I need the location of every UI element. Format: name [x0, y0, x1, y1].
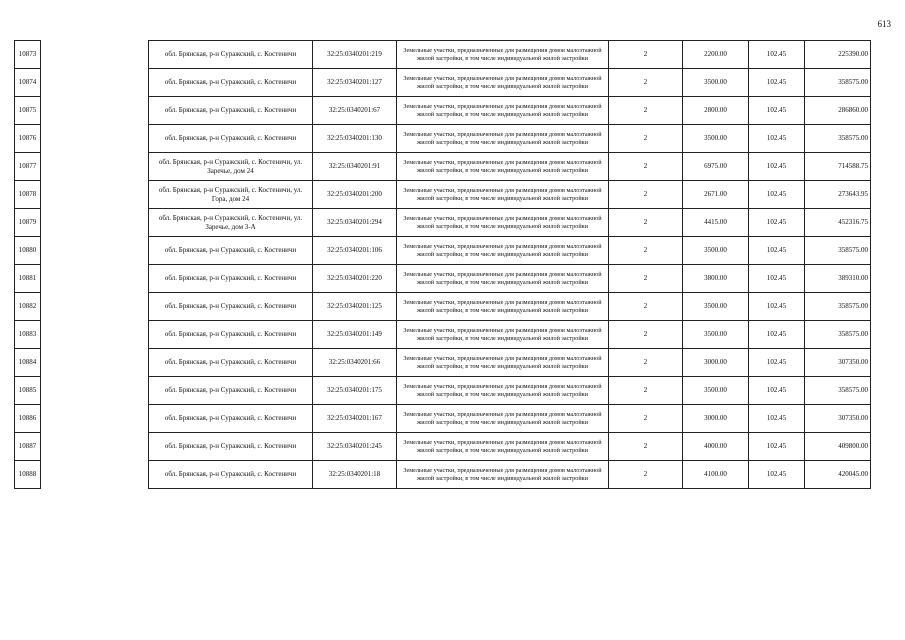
area-cell: 3000.00 — [683, 405, 749, 433]
land-use-cell: Земельные участки, предназначенные для размещения домов малоэтажной жилой застройки, в том числе индивидуальной жилой застройки — [397, 41, 609, 69]
category-cell: 2 — [609, 461, 683, 489]
category-cell: 2 — [609, 209, 683, 237]
address-cell: обл. Брянская, р-н Суражский, с. Костеничи — [149, 41, 313, 69]
cadastral-number-cell: 32:25:0340201:245 — [313, 433, 397, 461]
cadastral-number-cell: 32:25:0340201:18 — [313, 461, 397, 489]
category-cell: 2 — [609, 125, 683, 153]
area-cell: 3500.00 — [683, 237, 749, 265]
cadastral-value-table — [14, 40, 871, 489]
cadastral-value-cell: 358575.00 — [805, 69, 871, 97]
cadastral-number-cell: 32:25:0340201:130 — [313, 125, 397, 153]
address-cell: обл. Брянская, р-н Суражский, с. Костеничи — [149, 237, 313, 265]
blank-gap — [41, 69, 149, 97]
land-use-cell: Земельные участки, предназначенные для размещения домов малоэтажной жилой застройки, в том числе индивидуальной жилой застройки — [397, 433, 609, 461]
rate-cell: 102.45 — [749, 97, 805, 125]
cadastral-number-cell: 32:25:0340201:294 — [313, 209, 397, 237]
blank-gap — [41, 433, 149, 461]
cadastral-value-cell: 307350.00 — [805, 349, 871, 377]
row-number: 10882 — [15, 293, 41, 321]
blank-gap — [41, 41, 149, 69]
land-use-cell: Земельные участки, предназначенные для размещения домов малоэтажной жилой застройки, в том числе индивидуальной жилой застройки — [397, 125, 609, 153]
cadastral-number-cell: 32:25:0340201:125 — [313, 293, 397, 321]
cadastral-value-cell: 420045.00 — [805, 461, 871, 489]
cadastral-value-cell: 225390.00 — [805, 41, 871, 69]
cadastral-number-cell: 32:25:0340201:200 — [313, 181, 397, 209]
cadastral-value-cell: 452316.75 — [805, 209, 871, 237]
address-cell: обл. Брянская, р-н Суражский, с. Костеничи, ул. Заречье, дом 3-А — [149, 209, 313, 237]
area-cell: 4100.00 — [683, 461, 749, 489]
cadastral-value-cell: 409800.00 — [805, 433, 871, 461]
rate-cell: 102.45 — [749, 349, 805, 377]
land-use-cell: Земельные участки, предназначенные для размещения домов малоэтажной жилой застройки, в том числе индивидуальной жилой застройки — [397, 237, 609, 265]
address-cell: обл. Брянская, р-н Суражский, с. Костеничи — [149, 69, 313, 97]
cadastral-value-cell: 358575.00 — [805, 377, 871, 405]
table-row — [15, 321, 871, 349]
rate-cell: 102.45 — [749, 405, 805, 433]
area-cell: 3500.00 — [683, 125, 749, 153]
cadastral-number-cell: 32:25:0340201:167 — [313, 405, 397, 433]
cadastral-number-cell: 32:25:0340201:149 — [313, 321, 397, 349]
blank-gap — [41, 461, 149, 489]
table-row — [15, 153, 871, 181]
cadastral-value-cell: 286860.00 — [805, 97, 871, 125]
table-row — [15, 125, 871, 153]
land-use-cell: Земельные участки, предназначенные для размещения домов малоэтажной жилой застройки, в том числе индивидуальной жилой застройки — [397, 181, 609, 209]
blank-gap — [41, 293, 149, 321]
rate-cell: 102.45 — [749, 69, 805, 97]
category-cell: 2 — [609, 405, 683, 433]
category-cell: 2 — [609, 41, 683, 69]
blank-gap — [41, 125, 149, 153]
row-number: 10887 — [15, 433, 41, 461]
row-number: 10877 — [15, 153, 41, 181]
table-row — [15, 461, 871, 489]
row-number: 10883 — [15, 321, 41, 349]
cadastral-value-cell: 389310.00 — [805, 265, 871, 293]
cadastral-number-cell: 32:25:0340201:91 — [313, 153, 397, 181]
rate-cell: 102.45 — [749, 321, 805, 349]
land-use-cell: Земельные участки, предназначенные для размещения домов малоэтажной жилой застройки, в том числе индивидуальной жилой застройки — [397, 265, 609, 293]
area-cell: 3500.00 — [683, 69, 749, 97]
cadastral-value-cell: 358575.00 — [805, 293, 871, 321]
category-cell: 2 — [609, 181, 683, 209]
category-cell: 2 — [609, 293, 683, 321]
table-row — [15, 433, 871, 461]
blank-gap — [41, 97, 149, 125]
cadastral-number-cell: 32:25:0340201:127 — [313, 69, 397, 97]
land-use-cell: Земельные участки, предназначенные для размещения домов малоэтажной жилой застройки, в том числе индивидуальной жилой застройки — [397, 97, 609, 125]
area-cell: 3500.00 — [683, 321, 749, 349]
land-use-cell: Земельные участки, предназначенные для размещения домов малоэтажной жилой застройки, в том числе индивидуальной жилой застройки — [397, 349, 609, 377]
address-cell: обл. Брянская, р-н Суражский, с. Костеничи — [149, 125, 313, 153]
land-use-cell: Земельные участки, предназначенные для размещения домов малоэтажной жилой застройки, в том числе индивидуальной жилой застройки — [397, 153, 609, 181]
cadastral-number-cell: 32:25:0340201:219 — [313, 41, 397, 69]
row-number: 10880 — [15, 237, 41, 265]
address-cell: обл. Брянская, р-н Суражский, с. Костеничи, ул. Гора, дом 24 — [149, 181, 313, 209]
table-row — [15, 181, 871, 209]
land-use-cell: Земельные участки, предназначенные для размещения домов малоэтажной жилой застройки, в том числе индивидуальной жилой застройки — [397, 321, 609, 349]
land-use-cell: Земельные участки, предназначенные для размещения домов малоэтажной жилой застройки, в том числе индивидуальной жилой застройки — [397, 405, 609, 433]
row-number: 10884 — [15, 349, 41, 377]
cadastral-value-cell: 358575.00 — [805, 125, 871, 153]
address-cell: обл. Брянская, р-н Суражский, с. Костеничи — [149, 377, 313, 405]
address-cell: обл. Брянская, р-н Суражский, с. Костеничи — [149, 405, 313, 433]
category-cell: 2 — [609, 153, 683, 181]
rate-cell: 102.45 — [749, 41, 805, 69]
row-number: 10885 — [15, 377, 41, 405]
table-row — [15, 69, 871, 97]
cadastral-value-cell: 273643.95 — [805, 181, 871, 209]
address-cell: обл. Брянская, р-н Суражский, с. Костеничи, ул. Заречье, дом 24 — [149, 153, 313, 181]
cadastral-number-cell: 32:25:0340201:220 — [313, 265, 397, 293]
category-cell: 2 — [609, 349, 683, 377]
area-cell: 6975.00 — [683, 153, 749, 181]
rate-cell: 102.45 — [749, 461, 805, 489]
area-cell: 3800.00 — [683, 265, 749, 293]
row-number: 10879 — [15, 209, 41, 237]
table-row — [15, 293, 871, 321]
cadastral-number-cell: 32:25:0340201:175 — [313, 377, 397, 405]
row-number: 10875 — [15, 97, 41, 125]
blank-gap — [41, 377, 149, 405]
cadastral-value-cell: 358575.00 — [805, 321, 871, 349]
category-cell: 2 — [609, 69, 683, 97]
address-cell: обл. Брянская, р-н Суражский, с. Костеничи — [149, 349, 313, 377]
row-number: 10886 — [15, 405, 41, 433]
area-cell: 2671.00 — [683, 181, 749, 209]
page-number: 613 — [877, 19, 891, 29]
cadastral-number-cell: 32:25:0340201:66 — [313, 349, 397, 377]
row-number: 10876 — [15, 125, 41, 153]
rate-cell: 102.45 — [749, 209, 805, 237]
area-cell: 3500.00 — [683, 293, 749, 321]
cadastral-number-cell: 32:25:0340201:67 — [313, 97, 397, 125]
land-use-cell: Земельные участки, предназначенные для размещения домов малоэтажной жилой застройки, в том числе индивидуальной жилой застройки — [397, 461, 609, 489]
land-use-cell: Земельные участки, предназначенные для размещения домов малоэтажной жилой застройки, в том числе индивидуальной жилой застройки — [397, 377, 609, 405]
table-row — [15, 349, 871, 377]
row-number: 10873 — [15, 41, 41, 69]
address-cell: обл. Брянская, р-н Суражский, с. Костеничи — [149, 97, 313, 125]
area-cell: 3500.00 — [683, 377, 749, 405]
blank-gap — [41, 153, 149, 181]
table-row — [15, 405, 871, 433]
category-cell: 2 — [609, 321, 683, 349]
table-row — [15, 209, 871, 237]
blank-gap — [41, 265, 149, 293]
rate-cell: 102.45 — [749, 181, 805, 209]
blank-gap — [41, 321, 149, 349]
row-number: 10878 — [15, 181, 41, 209]
cadastral-value-cell: 307350.00 — [805, 405, 871, 433]
table-row — [15, 377, 871, 405]
area-cell: 2200.00 — [683, 41, 749, 69]
table-row — [15, 265, 871, 293]
cadastral-value-cell: 714588.75 — [805, 153, 871, 181]
blank-gap — [41, 209, 149, 237]
rate-cell: 102.45 — [749, 293, 805, 321]
rate-cell: 102.45 — [749, 377, 805, 405]
rate-cell: 102.45 — [749, 265, 805, 293]
land-use-cell: Земельные участки, предназначенные для размещения домов малоэтажной жилой застройки, в том числе индивидуальной жилой застройки — [397, 209, 609, 237]
table-row — [15, 41, 871, 69]
blank-gap — [41, 349, 149, 377]
address-cell: обл. Брянская, р-н Суражский, с. Костеничи — [149, 321, 313, 349]
rate-cell: 102.45 — [749, 125, 805, 153]
table-body — [15, 41, 871, 489]
cadastral-value-cell: 358575.00 — [805, 237, 871, 265]
land-use-cell: Земельные участки, предназначенные для размещения домов малоэтажной жилой застройки, в том числе индивидуальной жилой застройки — [397, 69, 609, 97]
row-number: 10874 — [15, 69, 41, 97]
area-cell: 4415.00 — [683, 209, 749, 237]
row-number: 10888 — [15, 461, 41, 489]
table-row — [15, 237, 871, 265]
blank-gap — [41, 181, 149, 209]
rate-cell: 102.45 — [749, 153, 805, 181]
blank-gap — [41, 237, 149, 265]
area-cell: 2800.00 — [683, 97, 749, 125]
cadastral-number-cell: 32:25:0340201:106 — [313, 237, 397, 265]
row-number: 10881 — [15, 265, 41, 293]
category-cell: 2 — [609, 377, 683, 405]
address-cell: обл. Брянская, р-н Суражский, с. Костеничи — [149, 265, 313, 293]
rate-cell: 102.45 — [749, 237, 805, 265]
blank-gap — [41, 405, 149, 433]
table-row — [15, 97, 871, 125]
address-cell: обл. Брянская, р-н Суражский, с. Костеничи — [149, 433, 313, 461]
category-cell: 2 — [609, 97, 683, 125]
category-cell: 2 — [609, 265, 683, 293]
address-cell: обл. Брянская, р-н Суражский, с. Костеничи — [149, 461, 313, 489]
land-use-cell: Земельные участки, предназначенные для размещения домов малоэтажной жилой застройки, в том числе индивидуальной жилой застройки — [397, 293, 609, 321]
rate-cell: 102.45 — [749, 433, 805, 461]
area-cell: 4000.00 — [683, 433, 749, 461]
area-cell: 3000.00 — [683, 349, 749, 377]
address-cell: обл. Брянская, р-н Суражский, с. Костеничи — [149, 293, 313, 321]
category-cell: 2 — [609, 433, 683, 461]
category-cell: 2 — [609, 237, 683, 265]
